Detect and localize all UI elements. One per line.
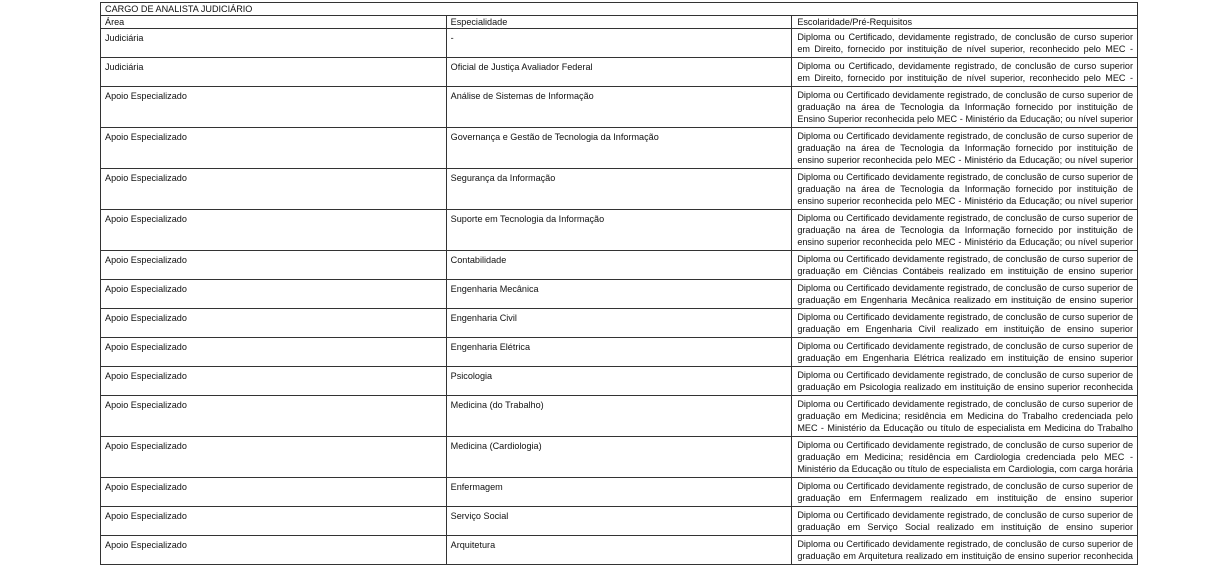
cell-requisitos — [792, 210, 1138, 251]
cell-area: Apoio Especializado — [101, 367, 447, 396]
cell-requisitos — [792, 280, 1138, 309]
cell-especialidade: Enfermagem — [446, 478, 792, 507]
table-row — [101, 507, 1138, 536]
requisitos-text: Diploma ou Certificado devidamente registrado, de conclusão de curso superior de graduação em Enfermagem realizado em instituição de ensino superior — [797, 481, 1133, 503]
cell-area: Apoio Especializado — [101, 280, 447, 309]
cell-requisitos — [792, 87, 1138, 128]
cell-area: Apoio Especializado — [101, 478, 447, 507]
table-row — [101, 210, 1138, 251]
cell-area: Apoio Especializado — [101, 507, 447, 536]
requisitos-text: Diploma ou Certificado devidamente registrado, de conclusão de curso superior de graduação na área de Tecnologia da Informação fornecido por instituição de Ensino Superior reconhecida pelo MEC - Ministério da Educação; ou nível superior — [797, 90, 1133, 124]
cell-area: Judiciária — [101, 58, 447, 87]
cell-especialidade: Segurança da Informação — [446, 169, 792, 210]
cell-especialidade: Engenharia Elétrica — [446, 338, 792, 367]
cell-area: Apoio Especializado — [101, 251, 447, 280]
cell-requisitos — [792, 536, 1138, 565]
cell-especialidade: - — [446, 29, 792, 58]
cell-area: Apoio Especializado — [101, 309, 447, 338]
cell-area: Apoio Especializado — [101, 396, 447, 437]
cell-requisitos — [792, 367, 1138, 396]
table-row — [101, 169, 1138, 210]
table-row — [101, 396, 1138, 437]
table-row — [101, 478, 1138, 507]
table-row — [101, 128, 1138, 169]
cell-area: Apoio Especializado — [101, 210, 447, 251]
requisitos-text: Diploma ou Certificado devidamente registrado, de conclusão de curso superior de graduação em Engenharia Elétrica realizado em instituição de ensino superior — [797, 341, 1133, 363]
cell-area: Apoio Especializado — [101, 87, 447, 128]
table-row — [101, 280, 1138, 309]
cell-area: Judiciária — [101, 29, 447, 58]
table-header-row — [101, 16, 1138, 29]
table-row — [101, 437, 1138, 478]
header-requisitos: Escolaridade/Pré-Requisitos — [792, 16, 1138, 29]
cell-especialidade: Análise de Sistemas de Informação — [446, 87, 792, 128]
requisitos-text: Diploma ou Certificado devidamente registrado, de conclusão de curso superior de graduação na área de Tecnologia da Informação fornecido por instituição de ensino superior reconhecida pelo MEC - Ministério da Educação; ou nível superior — [797, 172, 1133, 206]
cell-especialidade: Medicina (do Trabalho) — [446, 396, 792, 437]
table-row — [101, 338, 1138, 367]
cell-especialidade: Oficial de Justiça Avaliador Federal — [446, 58, 792, 87]
requisitos-text: Diploma ou Certificado devidamente registrado, de conclusão de curso superior de graduação em Ciências Contábeis realizado em instituição de ensino superior — [797, 254, 1133, 276]
requisitos-text: Diploma ou Certificado, devidamente registrado, de conclusão de curso superior em Direito, fornecido por instituição de nível superior, reconhecido pelo MEC - — [797, 32, 1133, 54]
table-row — [101, 367, 1138, 396]
cell-especialidade: Engenharia Civil — [446, 309, 792, 338]
cell-especialidade: Serviço Social — [446, 507, 792, 536]
cell-area: Apoio Especializado — [101, 128, 447, 169]
requisitos-text: Diploma ou Certificado devidamente registrado, de conclusão de curso superior de graduação em Medicina; residência em Cardiologia credenciada pelo MEC - Ministério da Educação ou título de especialista em Cardiologia, com carga horária — [797, 440, 1133, 474]
cell-requisitos — [792, 128, 1138, 169]
cell-especialidade: Contabilidade — [446, 251, 792, 280]
requisitos-text: Diploma ou Certificado devidamente registrado, de conclusão de curso superior de graduação em Arquitetura realizado em instituição de ensino superior reconhecida — [797, 539, 1133, 561]
cell-especialidade: Governança e Gestão de Tecnologia da Informação — [446, 128, 792, 169]
requisitos-text: Diploma ou Certificado devidamente registrado, de conclusão de curso superior de graduação na área de Tecnologia da Informação fornecido por instituição de ensino superior reconhecida pelo MEC - Ministério da Educação; ou nível superior — [797, 213, 1133, 247]
cell-requisitos — [792, 169, 1138, 210]
cell-area: Apoio Especializado — [101, 169, 447, 210]
cell-requisitos — [792, 309, 1138, 338]
table-title: CARGO DE ANALISTA JUDICIÁRIO — [101, 3, 1138, 16]
cell-especialidade: Psicologia — [446, 367, 792, 396]
table-row — [101, 536, 1138, 565]
requisitos-text: Diploma ou Certificado devidamente registrado, de conclusão de curso superior de graduação em Serviço Social realizado em instituição de ensino superior — [797, 510, 1133, 532]
cell-requisitos — [792, 251, 1138, 280]
cargo-table — [100, 2, 1138, 565]
cell-requisitos — [792, 338, 1138, 367]
table-row — [101, 58, 1138, 87]
cell-requisitos — [792, 396, 1138, 437]
cell-area: Apoio Especializado — [101, 437, 447, 478]
cell-requisitos — [792, 478, 1138, 507]
table-row — [101, 29, 1138, 58]
cell-especialidade: Arquitetura — [446, 536, 792, 565]
requisitos-text: Diploma ou Certificado devidamente registrado, de conclusão de curso superior de graduação na área de Tecnologia da Informação fornecido por instituição de ensino superior reconhecida pelo MEC - Ministério da Educação; ou nível superior — [797, 131, 1133, 165]
table-row — [101, 251, 1138, 280]
cell-requisitos — [792, 58, 1138, 87]
cell-area: Apoio Especializado — [101, 536, 447, 565]
requisitos-text: Diploma ou Certificado devidamente registrado, de conclusão de curso superior de graduação em Psicologia realizado em instituição de ensino superior reconhecida — [797, 370, 1133, 392]
requisitos-text: Diploma ou Certificado devidamente registrado, de conclusão de curso superior de graduação em Engenharia Civil realizado em instituição de ensino superior — [797, 312, 1133, 334]
table-row — [101, 87, 1138, 128]
cell-especialidade: Suporte em Tecnologia da Informação — [446, 210, 792, 251]
requisitos-text: Diploma ou Certificado, devidamente registrado, de conclusão de curso superior em Direito, fornecido por instituição de nível superior, reconhecido pelo MEC - — [797, 61, 1133, 83]
table-row — [101, 309, 1138, 338]
cell-especialidade: Engenharia Mecânica — [446, 280, 792, 309]
header-especialidade: Especialidade — [446, 16, 792, 29]
cell-area: Apoio Especializado — [101, 338, 447, 367]
cell-especialidade: Medicina (Cardiologia) — [446, 437, 792, 478]
requisitos-text: Diploma ou Certificado devidamente registrado, de conclusão de curso superior de graduação em Engenharia Mecânica realizado em instituição de ensino superior — [797, 283, 1133, 305]
table-title-row — [101, 3, 1138, 16]
header-area: Área — [101, 16, 447, 29]
cell-requisitos — [792, 29, 1138, 58]
cell-requisitos — [792, 437, 1138, 478]
requisitos-text: Diploma ou Certificado devidamente registrado, de conclusão de curso superior de graduação em Medicina; residência em Medicina do Trabalho credenciada pelo MEC - Ministério da Educação ou título de especialista em Medicina do Trabalho — [797, 399, 1133, 433]
cell-requisitos — [792, 507, 1138, 536]
